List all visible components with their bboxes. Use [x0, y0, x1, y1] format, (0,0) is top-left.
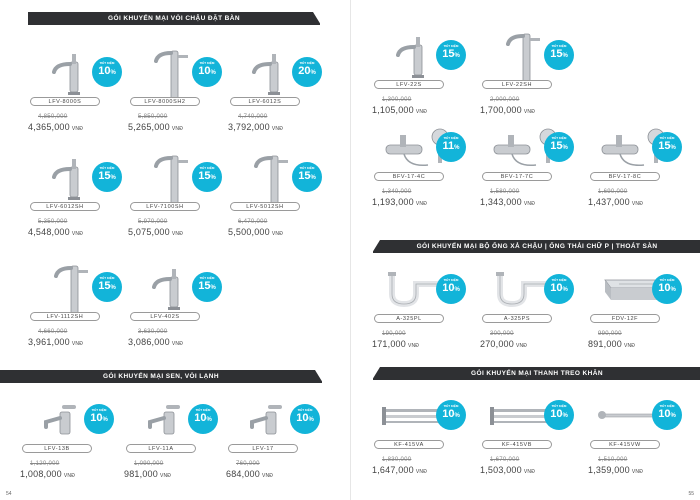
original-price: 1,340,000 [382, 189, 412, 195]
product-card[interactable] [372, 28, 464, 123]
page-number: 54 [6, 491, 12, 497]
discount-badge [544, 132, 574, 162]
badge-title: TIẾT KIỆM [199, 61, 215, 65]
product-code: LFV-402S [130, 312, 200, 321]
sale-price [228, 122, 283, 132]
discount-badge [436, 400, 466, 430]
discount-percent: 10% [90, 412, 108, 424]
discount-percent: 10% [550, 408, 568, 420]
badge-title: TIẾT KIỆM [99, 276, 115, 280]
sale-price [20, 469, 75, 479]
sale-price [372, 197, 427, 207]
product-code: A-325PS [482, 314, 552, 323]
original-price: 4,660,000 [38, 329, 68, 335]
discount-badge [652, 400, 682, 430]
currency: VNĐ [261, 473, 274, 479]
sale-price [28, 122, 83, 132]
section-title: GÓI KHUYẾN MẠI THANH TREO KHĂN [471, 370, 603, 377]
discount-badge [436, 40, 466, 70]
product-code: KF-415VW [590, 440, 660, 449]
original-price: 760,000 [236, 461, 260, 467]
discount-percent: 15% [550, 48, 568, 60]
sale-amount: 4,548,000 [28, 227, 70, 237]
badge-title: TIẾT KIỆM [297, 408, 313, 412]
badge-title: TIẾT KIỆM [551, 278, 567, 282]
discount-badge [652, 132, 682, 162]
section-banner-towel-racks [373, 367, 700, 380]
currency: VNĐ [159, 473, 172, 479]
discount-percent: 10% [194, 412, 212, 424]
product-code: LFV-11A [126, 444, 196, 453]
original-price: 4,850,000 [38, 114, 68, 120]
sale-price [226, 469, 273, 479]
product-code: LFV-17 [228, 444, 298, 453]
currency: VNĐ [407, 343, 420, 349]
currency: VNĐ [415, 469, 428, 475]
currency: VNĐ [271, 126, 284, 132]
product-card[interactable] [128, 260, 220, 355]
currency: VNĐ [631, 201, 644, 207]
currency: VNĐ [271, 231, 284, 237]
product-card[interactable] [28, 260, 120, 355]
sale-price [228, 227, 283, 237]
discount-percent: 15% [550, 140, 568, 152]
original-price: 1,690,000 [598, 189, 628, 195]
badge-title: TIẾT KIỆM [443, 44, 459, 48]
sale-price [372, 105, 427, 115]
discount-badge [544, 400, 574, 430]
currency: VNĐ [523, 201, 536, 207]
sale-amount: 3,961,000 [28, 337, 70, 347]
discount-badge [192, 57, 222, 87]
original-price: 4,740,000 [238, 114, 268, 120]
discount-badge [84, 404, 114, 434]
discount-percent: 15% [298, 170, 316, 182]
sale-price [28, 227, 83, 237]
product-card[interactable] [372, 262, 464, 357]
original-price: 990,000 [598, 331, 622, 337]
badge-title: TIẾT KIỆM [659, 136, 675, 140]
sale-amount: 270,000 [480, 339, 514, 349]
discount-badge [436, 132, 466, 162]
discount-badge [192, 162, 222, 192]
discount-percent: 10% [550, 282, 568, 294]
discount-percent: 15% [442, 48, 460, 60]
currency: VNĐ [171, 341, 184, 347]
sale-amount: 1,647,000 [372, 465, 414, 475]
currency: VNĐ [71, 231, 84, 237]
sale-amount: 1,193,000 [372, 197, 414, 207]
sale-amount: 1,343,000 [480, 197, 522, 207]
badge-title: TIẾT KIỆM [443, 404, 459, 408]
discount-percent: 10% [198, 65, 216, 77]
discount-percent: 10% [296, 412, 314, 424]
badge-title: TIẾT KIỆM [99, 61, 115, 65]
sale-price [372, 339, 419, 349]
original-price: 1,090,000 [134, 461, 164, 467]
discount-percent: 20% [298, 65, 316, 77]
section-banner-basin-faucets [28, 12, 320, 25]
sale-amount: 3,792,000 [228, 122, 270, 132]
product-code: LFV-8000S [30, 97, 100, 106]
section-banner-drains [373, 240, 700, 253]
product-card[interactable] [28, 45, 120, 140]
product-card[interactable] [226, 392, 318, 487]
sale-price [28, 337, 83, 347]
original-price: 1,580,000 [490, 189, 520, 195]
sale-price [128, 227, 183, 237]
currency: VNĐ [415, 109, 428, 115]
sale-amount: 1,008,000 [20, 469, 62, 479]
discount-badge [192, 272, 222, 302]
badge-title: TIẾT KIỆM [195, 408, 211, 412]
sale-price [128, 122, 183, 132]
sale-amount: 171,000 [372, 339, 406, 349]
product-code: LFV-6012S [230, 97, 300, 106]
discount-badge [92, 162, 122, 192]
product-code: KF-415VA [374, 440, 444, 449]
badge-title: TIẾT KIỆM [199, 166, 215, 170]
product-code: KF-415VB [482, 440, 552, 449]
sale-amount: 5,500,000 [228, 227, 270, 237]
product-code: FDV-12F [590, 314, 660, 323]
discount-percent: 10% [658, 408, 676, 420]
product-card[interactable] [128, 150, 220, 245]
discount-badge [290, 404, 320, 434]
currency: VNĐ [515, 343, 528, 349]
product-card[interactable] [372, 120, 464, 215]
section-title: GÓI KHUYẾN MẠI VÒI CHẬU ĐẶT BÀN [108, 15, 240, 22]
badge-title: TIẾT KIỆM [299, 61, 315, 65]
product-card[interactable] [480, 388, 572, 483]
original-price: 300,000 [490, 331, 514, 337]
discount-badge [544, 40, 574, 70]
sale-price [372, 465, 427, 475]
product-code: LFV-1112SH [30, 312, 100, 321]
product-card[interactable] [228, 45, 320, 140]
discount-badge [292, 162, 322, 192]
original-price: 1,120,000 [30, 461, 60, 467]
sale-price [588, 465, 643, 475]
original-price: 1,670,000 [490, 457, 520, 463]
sale-amount: 5,075,000 [128, 227, 170, 237]
original-price: 5,970,000 [138, 219, 168, 225]
original-price: 5,350,000 [38, 219, 68, 225]
product-card[interactable] [588, 120, 680, 215]
currency: VNĐ [171, 126, 184, 132]
product-card[interactable] [124, 392, 216, 487]
sale-amount: 4,365,000 [28, 122, 70, 132]
product-code: LFV-6012SH [30, 202, 100, 211]
badge-title: TIẾT KIỆM [551, 44, 567, 48]
product-card[interactable] [480, 262, 572, 357]
sale-price [588, 197, 643, 207]
currency: VNĐ [523, 469, 536, 475]
product-code: BFV-17-7C [482, 172, 552, 181]
sale-amount: 3,086,000 [128, 337, 170, 347]
product-code: LFV-5012SH [230, 202, 300, 211]
currency: VNĐ [71, 341, 84, 347]
product-code: LFV-8000SH2 [130, 97, 200, 106]
sale-amount: 1,503,000 [480, 465, 522, 475]
currency: VNĐ [623, 343, 636, 349]
sale-price [480, 197, 535, 207]
product-card[interactable] [588, 262, 680, 357]
product-card[interactable] [480, 28, 572, 123]
badge-title: TIẾT KIỆM [91, 408, 107, 412]
original-price: 3,630,000 [138, 329, 168, 335]
discount-percent: 15% [658, 140, 676, 152]
discount-badge [436, 274, 466, 304]
currency: VNĐ [631, 469, 644, 475]
discount-badge [292, 57, 322, 87]
sale-amount: 5,265,000 [128, 122, 170, 132]
discount-percent: 10% [442, 408, 460, 420]
discount-badge [92, 272, 122, 302]
sale-price [480, 339, 527, 349]
sale-amount: 891,000 [588, 339, 622, 349]
currency: VNĐ [63, 473, 76, 479]
currency: VNĐ [523, 109, 536, 115]
original-price: 190,000 [382, 331, 406, 337]
discount-percent: 11% [442, 140, 460, 152]
product-code: BFV-17-8C [590, 172, 660, 181]
sale-price [588, 339, 635, 349]
currency: VNĐ [415, 201, 428, 207]
product-code: A-325PL [374, 314, 444, 323]
product-code: BFV-17-4C [374, 172, 444, 181]
section-title: GÓI KHUYẾN MẠI BỘ ỐNG XẢ CHẬU | ỐNG THẢI CHỮ P | THOÁT SÀN [416, 243, 658, 250]
badge-title: TIẾT KIỆM [443, 136, 459, 140]
discount-percent: 10% [442, 282, 460, 294]
sale-price [480, 105, 535, 115]
discount-badge [188, 404, 218, 434]
section-banner-cold-taps [0, 370, 322, 383]
product-code: LFV-22S [374, 80, 444, 89]
badge-title: TIẾT KIỆM [551, 404, 567, 408]
badge-title: TIẾT KIỆM [199, 276, 215, 280]
discount-badge [652, 274, 682, 304]
sale-amount: 1,700,000 [480, 105, 522, 115]
original-price: 2,000,000 [490, 97, 520, 103]
product-card[interactable] [228, 150, 320, 245]
discount-percent: 15% [198, 170, 216, 182]
product-code: LFV-13B [22, 444, 92, 453]
discount-badge [544, 274, 574, 304]
sale-amount: 1,437,000 [588, 197, 630, 207]
discount-percent: 15% [198, 280, 216, 292]
sale-amount: 981,000 [124, 469, 158, 479]
product-card[interactable] [20, 392, 112, 487]
original-price: 1,510,000 [598, 457, 628, 463]
page-number: 55 [688, 491, 694, 497]
product-card[interactable] [28, 150, 120, 245]
discount-percent: 10% [98, 65, 116, 77]
sale-amount: 1,105,000 [372, 105, 414, 115]
original-price: 1,300,000 [382, 97, 412, 103]
product-card[interactable] [128, 45, 220, 140]
product-card[interactable] [372, 388, 464, 483]
sale-amount: 1,359,000 [588, 465, 630, 475]
discount-badge [92, 57, 122, 87]
product-card[interactable] [480, 120, 572, 215]
sale-amount: 684,000 [226, 469, 260, 479]
sale-price [124, 469, 171, 479]
discount-percent: 15% [98, 170, 116, 182]
badge-title: TIẾT KIỆM [299, 166, 315, 170]
original-price: 1,830,000 [382, 457, 412, 463]
product-code: LFV-7100SH [130, 202, 200, 211]
sale-price [128, 337, 183, 347]
currency: VNĐ [71, 126, 84, 132]
section-title: GÓI KHUYẾN MẠI SEN, VÒI LẠNH [103, 373, 219, 380]
discount-percent: 15% [98, 280, 116, 292]
badge-title: TIẾT KIỆM [659, 278, 675, 282]
sale-price [480, 465, 535, 475]
badge-title: TIẾT KIỆM [551, 136, 567, 140]
badge-title: TIẾT KIỆM [99, 166, 115, 170]
original-price: 6,470,000 [238, 219, 268, 225]
currency: VNĐ [171, 231, 184, 237]
product-code: LFV-22SH [482, 80, 552, 89]
discount-percent: 10% [658, 282, 676, 294]
original-price: 5,850,000 [138, 114, 168, 120]
badge-title: TIẾT KIỆM [659, 404, 675, 408]
product-card[interactable] [588, 388, 680, 483]
badge-title: TIẾT KIỆM [443, 278, 459, 282]
